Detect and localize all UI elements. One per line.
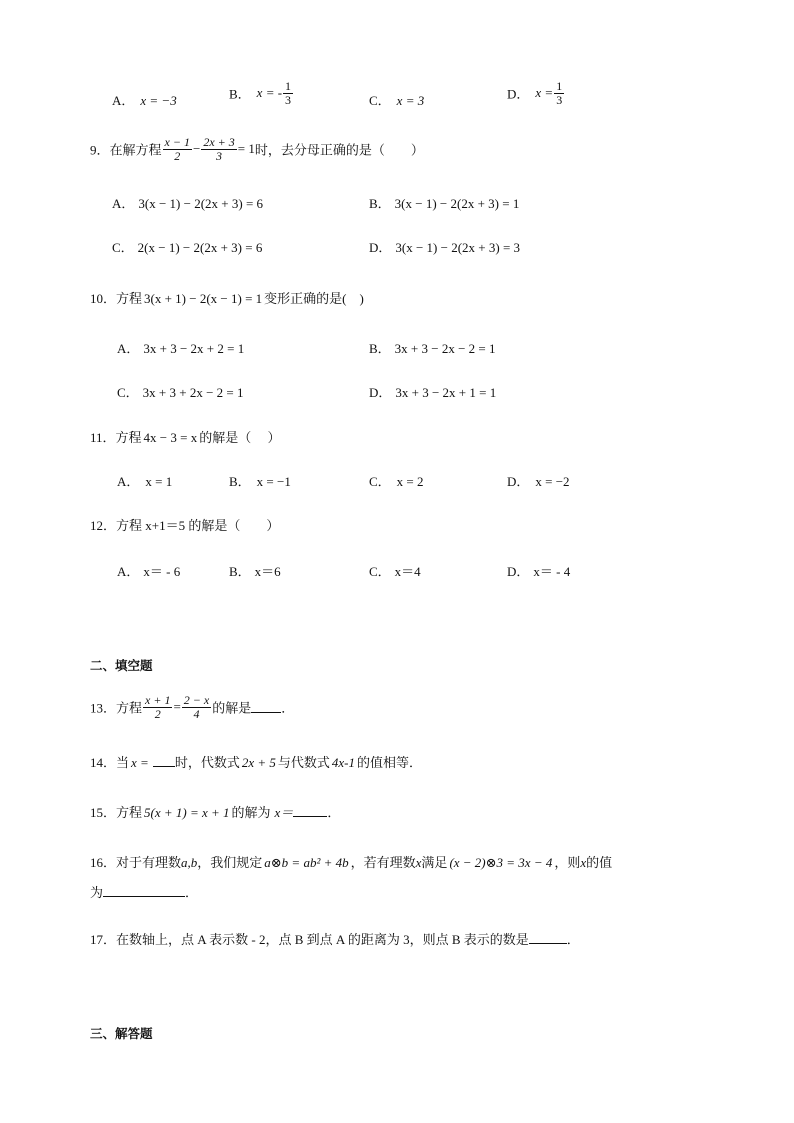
answer-blank <box>293 805 327 817</box>
option-expr: x = <box>535 85 554 101</box>
q13-stem: 13．方程 $\frac{x + 1}{2}$ = $\frac{2 - x}{4}$ 的解是 ． <box>90 693 295 721</box>
q12-option-a: A． x＝ - 6 <box>117 564 181 579</box>
fraction: $\frac{1}{3}$ <box>285 79 292 107</box>
q9-option-b: B． 3(x − 1) − 2(2x + 3) = 1 <box>369 196 520 211</box>
q9-option-c: C． 2(x − 1) − 2(2x + 3) = 6 <box>112 240 263 255</box>
q11-option-b: B． x = −1 <box>229 474 291 489</box>
option-label: B． <box>229 86 251 102</box>
q11-option-a: A． x = 1 <box>117 474 173 489</box>
q11-stem: 11．方程 4x − 3 = x 的解是（ ） <box>90 430 281 445</box>
q11-option-c: C． x = 2 <box>369 474 424 489</box>
option-label: C． <box>369 93 391 108</box>
fraction: $\frac{2x + 3}{3}$ <box>203 135 235 163</box>
q11-option-d: D． x = −2 <box>507 474 570 489</box>
option-expr: x = - <box>256 85 283 101</box>
q8-option-d <box>507 80 565 106</box>
q16-stem-line1: 16．对于有理数a,b，我们规定 a⊗b = ab² + 4b ，若有理数x满足 (x − 2)⊗3 = 3x − 4 ，则x的值 <box>90 855 613 870</box>
q10-stem: 10．方程 3(x + 1) − 2(x − 1) = 1 变形正确的是( ) <box>90 291 364 306</box>
section-heading-fill-blank: 二、填空题 <box>90 658 153 673</box>
q10-option-d: D． 3x + 3 − 2x + 1 = 1 <box>369 385 497 400</box>
section-heading-solve: 三、解答题 <box>90 1026 153 1041</box>
fraction: $\frac{2 - x}{4}$ <box>183 693 210 721</box>
option-label: D． <box>507 86 530 102</box>
q8-option-c <box>369 90 424 109</box>
option-expr: x = 3 <box>396 93 425 108</box>
q10-option-a: A． 3x + 3 − 2x + 2 = 1 <box>117 341 245 356</box>
q9-stem: 9．在解方程 $\frac{x - 1}{2}$ − $\frac{2x + 3}{3}$ = 1时，去分母正确的是（ ） <box>90 135 424 163</box>
fraction: $\frac{1}{3}$ <box>556 79 563 107</box>
q12-stem: 12．方程 x+1＝5 的解是（ ） <box>90 518 280 533</box>
fraction: $\frac{x + 1}{2}$ <box>145 693 171 721</box>
q14-stem: 14．当 x = 时，代数式 2x + 5 与代数式 4x-1 的值相等． <box>90 755 423 770</box>
q9-option-a: A． 3(x − 1) − 2(2x + 3) = 6 <box>112 196 264 211</box>
answer-blank <box>103 885 185 897</box>
q10-option-b: B． 3x + 3 − 2x − 2 = 1 <box>369 341 496 356</box>
answer-blank <box>529 932 567 944</box>
q10-option-c: C． 3x + 3 + 2x − 2 = 1 <box>117 385 244 400</box>
answer-blank <box>251 701 281 713</box>
q12-option-c: C． x＝4 <box>369 564 421 579</box>
q17-stem: 17．在数轴上，点 A 表示数 - 2，点 B 到点 A 的距离为 3，则点 B 表示的数是 ． <box>90 932 580 947</box>
option-expr: x = −3 <box>140 93 177 108</box>
q12-option-b: B． x＝6 <box>229 564 281 579</box>
q16-stem-line2: 为 ． <box>90 885 199 900</box>
q12-option-d: D． x＝ - 4 <box>507 564 571 579</box>
answer-blank <box>153 755 175 767</box>
q8-option-a <box>112 90 177 109</box>
fraction: $\frac{x - 1}{2}$ <box>164 135 190 163</box>
q15-stem: 15．方程 5(x + 1) = x + 1 的解为 x＝ ． <box>90 805 341 820</box>
q9-option-d: D． 3(x − 1) − 2(2x + 3) = 3 <box>369 240 521 255</box>
option-label: A． <box>112 93 135 108</box>
q8-option-b <box>229 80 294 106</box>
